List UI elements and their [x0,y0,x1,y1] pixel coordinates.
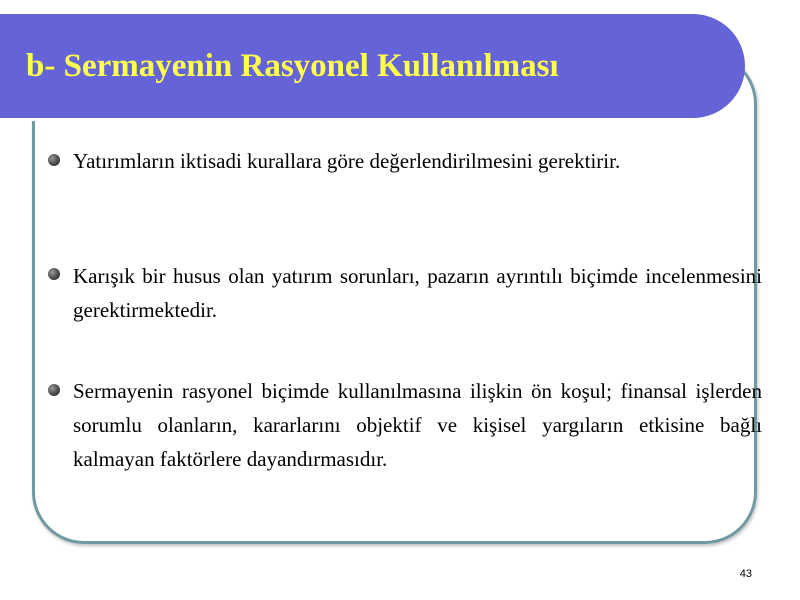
slide-title: b- Sermayenin Rasyonel Kullanılması [26,48,559,84]
bullet-icon [48,268,60,280]
bullet-item-3: Sermayenin rasyonel biçimde kullanılmasına ilişkin ön koşul; finansal işlerden sorumlu olanların, kararlarını objektif ve kişisel yargıların etkisine bağlı kalmayan faktörlere dayandırmasıdır. [73,379,762,471]
bullet-item-2: Karışık bir husus olan yatırım sorunları, pazarın ayrıntılı biçimde incelenmesini gerektirmektedir. [73,264,762,322]
page-number: 43 [739,568,752,580]
bullet-icon [48,154,60,166]
bullet-icon [48,384,60,396]
bullet-item-1: Yatırımların iktisadi kurallara göre değerlendirilmesini gerektirir. [73,149,621,173]
